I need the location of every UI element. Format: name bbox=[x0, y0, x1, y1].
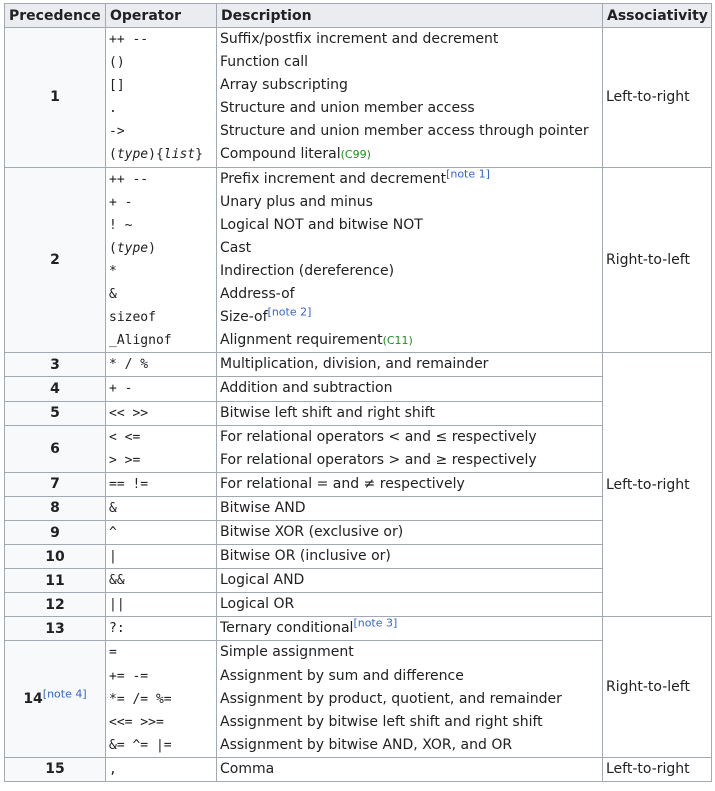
precedence-value: 11 bbox=[45, 572, 65, 589]
operator-symbol: * / % bbox=[109, 357, 149, 373]
operator-symbol: ^ bbox=[109, 524, 117, 540]
precedence-value: 6 bbox=[50, 440, 60, 457]
operator-symbol: || bbox=[109, 597, 125, 613]
description-line bbox=[220, 191, 599, 214]
operator-symbol: = bbox=[109, 645, 117, 661]
description-line bbox=[220, 688, 599, 711]
description-text: Prefix increment and decrement bbox=[220, 170, 447, 187]
description-line bbox=[220, 617, 599, 640]
description-text: Compound literal bbox=[220, 146, 341, 163]
precedence-value: 5 bbox=[50, 405, 60, 422]
operator-cell bbox=[106, 569, 217, 593]
footnote-link[interactable]: [note 3] bbox=[353, 616, 398, 630]
header-operator: Operator bbox=[106, 4, 217, 28]
precedence-cell bbox=[5, 757, 106, 781]
description-line bbox=[220, 641, 599, 664]
precedence-cell bbox=[5, 569, 106, 593]
operator-symbol: ! ~ bbox=[109, 217, 133, 233]
precedence-value: 1 bbox=[50, 89, 60, 106]
table-row bbox=[5, 28, 712, 168]
precedence-cell bbox=[5, 641, 106, 757]
operator-cell bbox=[106, 401, 217, 425]
operator-symbol: [] bbox=[109, 78, 125, 94]
operator-symbol: & bbox=[109, 500, 117, 516]
description-text: Addition and subtraction bbox=[220, 380, 393, 397]
precedence-cell bbox=[5, 472, 106, 496]
precedence-value: 4 bbox=[50, 380, 60, 397]
description-cell bbox=[217, 401, 603, 425]
description-cell bbox=[217, 167, 603, 353]
description-cell bbox=[217, 472, 603, 496]
associativity-cell: Left-to-right bbox=[603, 28, 712, 168]
description-line bbox=[220, 237, 599, 260]
description-text: Structure and union member access bbox=[220, 100, 475, 117]
description-text: Logical NOT and bitwise NOT bbox=[220, 216, 423, 233]
description-text: Cast bbox=[220, 239, 252, 256]
operator-symbol: ++ -- bbox=[109, 171, 149, 187]
operator-symbol: *= /= %= bbox=[109, 691, 172, 707]
description-text: Assignment by sum and difference bbox=[220, 667, 464, 684]
description-line bbox=[220, 449, 599, 472]
description-line bbox=[220, 758, 599, 781]
precedence-cell bbox=[5, 167, 106, 353]
description-cell bbox=[217, 617, 603, 641]
table-body bbox=[5, 28, 712, 782]
description-cell bbox=[217, 520, 603, 544]
description-cell bbox=[217, 641, 603, 757]
precedence-cell bbox=[5, 425, 106, 472]
precedence-cell bbox=[5, 520, 106, 544]
operator-symbol: && bbox=[109, 573, 125, 589]
description-text: For relational = and ≠ respectively bbox=[220, 475, 465, 492]
description-line bbox=[220, 569, 599, 592]
precedence-cell bbox=[5, 496, 106, 520]
description-text: Assignment by bitwise left shift and right shift bbox=[220, 713, 543, 730]
description-text: Comma bbox=[220, 760, 275, 777]
precedence-value: 13 bbox=[45, 620, 65, 637]
description-cell bbox=[217, 377, 603, 401]
operator-cell bbox=[106, 28, 217, 168]
description-line bbox=[220, 377, 599, 400]
description-text: Bitwise AND bbox=[220, 499, 306, 516]
footnote-link[interactable]: [note 2] bbox=[267, 305, 312, 319]
description-text: Size-of bbox=[220, 309, 268, 326]
description-cell bbox=[217, 569, 603, 593]
header-description: Description bbox=[217, 4, 603, 28]
standard-version-badge[interactable]: (C99) bbox=[340, 148, 371, 162]
description-line bbox=[220, 97, 599, 120]
operator-symbol: sizeof bbox=[109, 310, 156, 326]
description-text: Simple assignment bbox=[220, 644, 354, 661]
description-line bbox=[220, 711, 599, 734]
operator-cell bbox=[106, 472, 217, 496]
description-cell bbox=[217, 593, 603, 617]
precedence-cell bbox=[5, 28, 106, 168]
table-row bbox=[5, 353, 712, 377]
description-line bbox=[220, 143, 599, 166]
operator-cell bbox=[106, 641, 217, 757]
description-line bbox=[220, 497, 599, 520]
description-text: Address-of bbox=[220, 286, 295, 303]
operator-symbol: , bbox=[109, 761, 117, 777]
operator-symbol: == != bbox=[109, 476, 149, 492]
description-line bbox=[220, 593, 599, 616]
operator-symbol: += -= bbox=[109, 668, 149, 684]
description-line bbox=[220, 473, 599, 496]
operator-cell bbox=[106, 353, 217, 377]
description-text: Assignment by product, quotient, and remainder bbox=[220, 690, 562, 707]
description-text: Multiplication, division, and remainder bbox=[220, 356, 489, 373]
operator-cell bbox=[106, 757, 217, 781]
operator-symbol: (type) bbox=[109, 240, 156, 256]
description-cell bbox=[217, 425, 603, 472]
description-text: Ternary conditional bbox=[220, 620, 354, 637]
description-line bbox=[220, 214, 599, 237]
description-text: Function call bbox=[220, 54, 309, 71]
operator-symbol: + - bbox=[109, 381, 133, 397]
description-text: Logical OR bbox=[220, 596, 295, 613]
description-text: Alignment requirement bbox=[220, 332, 383, 349]
precedence-value: 8 bbox=[50, 500, 60, 517]
precedence-value: 14 bbox=[23, 691, 43, 708]
description-text: Structure and union member access through pointer bbox=[220, 123, 589, 140]
precedence-cell bbox=[5, 353, 106, 377]
operator-symbol: -> bbox=[109, 124, 125, 140]
description-cell bbox=[217, 28, 603, 168]
description-text: Unary plus and minus bbox=[220, 193, 373, 210]
associativity-cell: Left-to-right bbox=[603, 353, 712, 617]
description-line bbox=[220, 353, 599, 376]
description-cell bbox=[217, 496, 603, 520]
operator-symbol: > >= bbox=[109, 452, 141, 468]
operator-cell bbox=[106, 593, 217, 617]
operator-symbol: . bbox=[109, 101, 117, 117]
precedence-cell bbox=[5, 593, 106, 617]
description-cell bbox=[217, 757, 603, 781]
footnote-link[interactable]: [note 1] bbox=[446, 166, 490, 180]
header-row bbox=[5, 4, 712, 28]
description-line bbox=[220, 665, 599, 688]
operator-symbol: ++ -- bbox=[109, 32, 149, 47]
operator-symbol: << >> bbox=[109, 405, 149, 421]
standard-version-badge[interactable]: (C11) bbox=[382, 334, 413, 348]
precedence-value: 12 bbox=[45, 596, 65, 613]
description-text: Suffix/postfix increment and decrement bbox=[220, 31, 499, 47]
associativity-cell: Right-to-left bbox=[603, 167, 712, 353]
operator-symbol: + - bbox=[109, 194, 133, 210]
description-text: Bitwise XOR (exclusive or) bbox=[220, 523, 404, 540]
description-line bbox=[220, 306, 599, 329]
operator-precedence-table bbox=[4, 3, 712, 782]
operator-symbol: * bbox=[109, 263, 117, 279]
operator-cell bbox=[106, 617, 217, 641]
operator-symbol: ?: bbox=[109, 621, 125, 637]
description-text: For relational operators > and ≥ respectively bbox=[220, 451, 537, 468]
description-line bbox=[220, 426, 599, 449]
associativity-cell: Right-to-left bbox=[603, 617, 712, 758]
description-text: For relational operators < and ≤ respectively bbox=[220, 428, 537, 445]
description-line bbox=[220, 51, 599, 74]
operator-symbol: < <= bbox=[109, 429, 141, 445]
associativity-cell: Left-to-right bbox=[603, 757, 712, 781]
precedence-value: 7 bbox=[50, 476, 60, 493]
operator-cell bbox=[106, 167, 217, 353]
operator-symbol: & bbox=[109, 287, 117, 303]
description-line bbox=[220, 74, 599, 97]
description-line bbox=[220, 283, 599, 306]
precedence-cell bbox=[5, 377, 106, 401]
description-line bbox=[220, 28, 599, 51]
operator-cell bbox=[106, 496, 217, 520]
operator-symbol: | bbox=[109, 549, 117, 565]
table-row bbox=[5, 757, 712, 781]
description-line bbox=[220, 120, 599, 143]
precedence-value: 10 bbox=[45, 548, 65, 565]
operator-symbol: &= ^= |= bbox=[109, 737, 172, 753]
precedence-cell bbox=[5, 545, 106, 569]
footnote-link[interactable]: [note 4] bbox=[42, 687, 87, 701]
operator-symbol: <<= >>= bbox=[109, 714, 164, 730]
table-row bbox=[5, 167, 712, 353]
description-text: Logical AND bbox=[220, 572, 305, 589]
description-line bbox=[220, 734, 599, 757]
precedence-value: 3 bbox=[50, 356, 60, 373]
precedence-value: 15 bbox=[45, 761, 65, 778]
description-text: Assignment by bitwise AND, XOR, and OR bbox=[220, 736, 513, 753]
description-line bbox=[220, 545, 599, 568]
description-line bbox=[220, 521, 599, 544]
operator-symbol: () bbox=[109, 55, 125, 71]
precedence-cell bbox=[5, 617, 106, 641]
header-associativity: Associativity bbox=[603, 4, 712, 28]
operator-cell bbox=[106, 545, 217, 569]
operator-symbol: _Alignof bbox=[109, 333, 172, 349]
description-line bbox=[220, 329, 599, 352]
description-text: Indirection (dereference) bbox=[220, 262, 395, 279]
operator-cell bbox=[106, 377, 217, 401]
header-precedence: Precedence bbox=[5, 4, 106, 28]
description-cell bbox=[217, 353, 603, 377]
description-line bbox=[220, 402, 599, 425]
description-text: Array subscripting bbox=[220, 77, 348, 94]
description-line bbox=[220, 168, 599, 191]
description-cell bbox=[217, 545, 603, 569]
operator-cell bbox=[106, 520, 217, 544]
precedence-cell bbox=[5, 401, 106, 425]
operator-cell bbox=[106, 425, 217, 472]
operator-symbol: (type){list} bbox=[109, 147, 203, 163]
description-text: Bitwise left shift and right shift bbox=[220, 404, 435, 421]
description-line bbox=[220, 260, 599, 283]
precedence-value: 2 bbox=[50, 251, 60, 268]
description-text: Bitwise OR (inclusive or) bbox=[220, 548, 391, 565]
table-row bbox=[5, 617, 712, 641]
precedence-value: 9 bbox=[50, 524, 60, 541]
